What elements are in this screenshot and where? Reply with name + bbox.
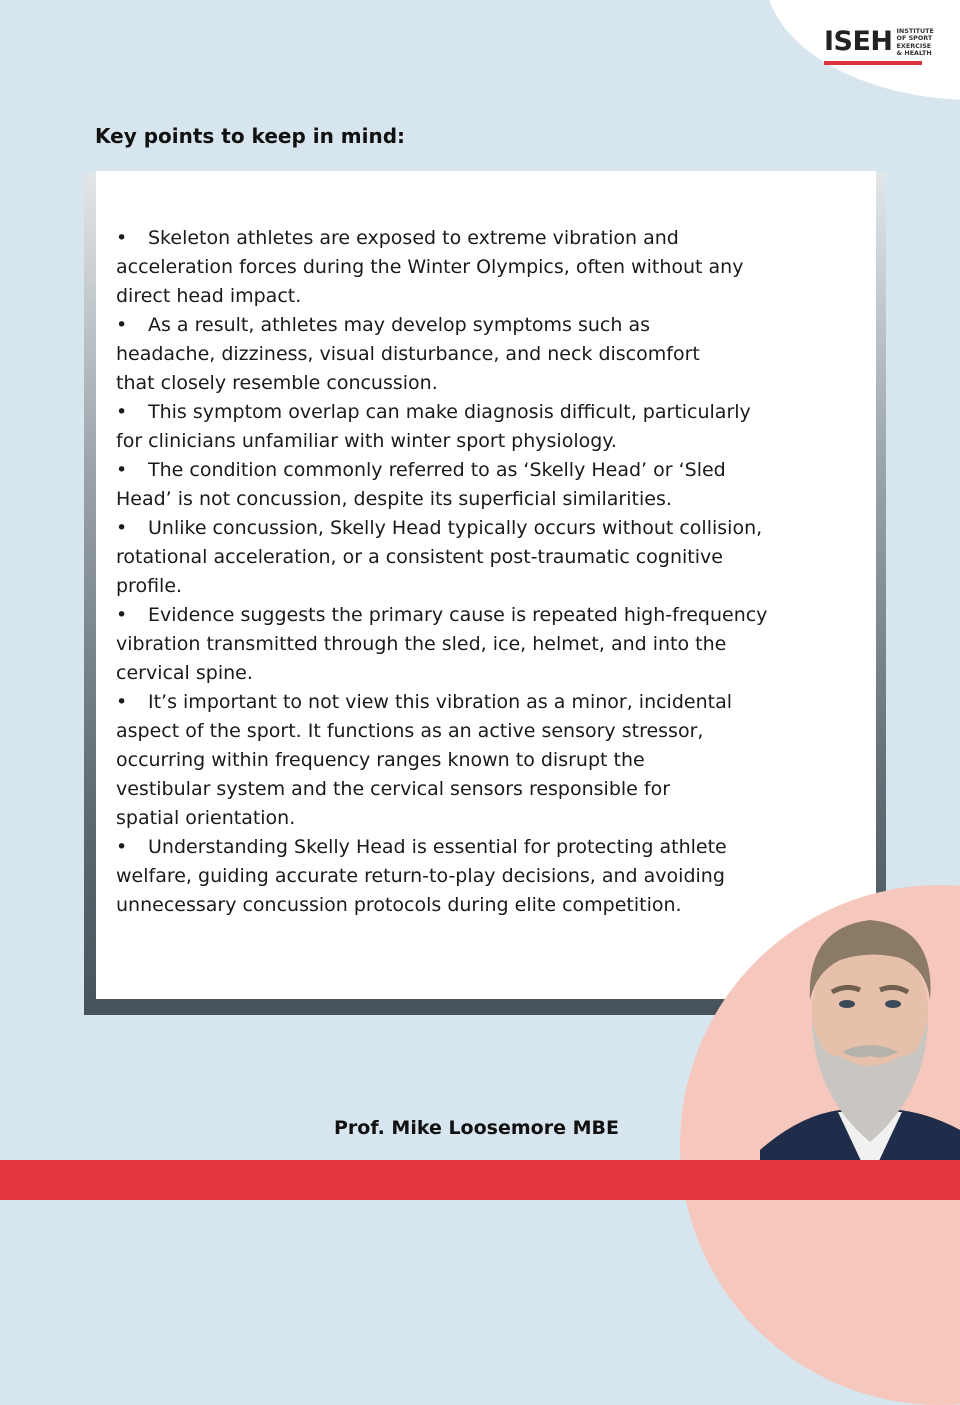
key-point-line [116,572,868,601]
key-point-text: headache, dizziness, visual disturbance, and neck discomfort [116,343,700,365]
key-point-line [116,746,868,775]
key-point-line [116,601,868,630]
key-point-text: The condition commonly referred to as ‘Skelly Head’ or ‘Sled [148,459,726,481]
key-point-text: vibration transmitted through the sled, ice, helmet, and into the [116,633,727,655]
key-point-item [116,688,868,833]
key-point-line [116,340,868,369]
key-point-text: direct head impact. [116,285,302,307]
key-point-item [116,514,868,601]
key-point-line [116,224,868,253]
key-point-line [116,688,868,717]
key-point-item [116,398,868,456]
key-point-line [116,253,868,282]
key-point-line [116,427,868,456]
key-point-text: profile. [116,575,183,597]
key-point-text: occurring within frequency ranges known to disrupt the [116,749,645,771]
key-point-line [116,282,868,311]
key-point-text: It’s important to not view this vibration as a minor, incidental [148,691,732,713]
key-point-line [116,398,868,427]
key-point-line [116,514,868,543]
key-points-list [116,224,868,920]
key-point-item [116,601,868,688]
key-point-line [116,891,868,920]
key-point-text: Head’ is not concussion, despite its superficial similarities. [116,488,672,510]
bullet-marker: • [116,459,128,481]
footer-bar [0,1160,960,1200]
key-point-line [116,833,868,862]
bullet-marker: • [116,604,128,626]
key-point-line [116,630,868,659]
bullet-marker: • [116,401,128,423]
key-point-text: cervical spine. [116,662,253,684]
key-point-text: This symptom overlap can make diagnosis difficult, particularly [148,401,751,423]
bullet-marker: • [116,314,128,336]
key-point-item [116,456,868,514]
key-point-item [116,833,868,920]
key-point-text: spatial orientation. [116,807,296,829]
key-point-line [116,485,868,514]
key-point-text: for clinicians unfamiliar with winter sport physiology. [116,430,617,452]
key-point-line [116,311,868,340]
key-point-text: Evidence suggests the primary cause is repeated high-frequency [148,604,768,626]
key-point-text: As a result, athletes may develop symptoms such as [148,314,650,336]
key-point-text: rotational acceleration, or a consistent post-traumatic cognitive [116,546,723,568]
key-point-item [116,224,868,311]
key-point-text: Skeleton athletes are exposed to extreme vibration and [148,227,679,249]
logo-subtitle-line: & HEALTH [896,49,932,58]
key-point-line [116,804,868,833]
key-point-line [116,659,868,688]
author-portrait [760,880,960,1200]
key-point-line [116,862,868,891]
key-point-text: that closely resemble concussion. [116,372,438,394]
key-point-text: Unlike concussion, Skelly Head typically occurs without collision, [148,517,763,539]
logo-subtitle-line: INSTITUTE [896,27,934,35]
key-point-line [116,369,868,398]
logo-subtitle [897,28,935,58]
key-point-text: acceleration forces during the Winter Olympics, often without any [116,256,744,278]
key-point-text: aspect of the sport. It functions as an active sensory stressor, [116,720,704,742]
bullet-marker: • [116,227,128,249]
key-point-text: vestibular system and the cervical sensors responsible for [116,778,671,800]
key-point-line [116,456,868,485]
logo-mark: ISEH [824,26,893,57]
bullet-marker: • [116,691,128,713]
key-point-item [116,311,868,398]
key-point-line [116,543,868,572]
key-point-text: Understanding Skelly Head is essential for protecting athlete [148,836,727,858]
key-point-line [116,775,868,804]
bullet-marker: • [116,517,128,539]
logo-subtitle-line: EXERCISE [896,41,932,50]
bullet-marker: • [116,836,128,858]
logo-underline [824,61,922,65]
key-point-text: unnecessary concussion protocols during elite competition. [116,894,682,916]
page-heading: Key points to keep in mind: [95,124,406,148]
logo-subtitle-line: OF SPORT [896,34,933,43]
iseh-logo [824,26,935,66]
key-point-text: welfare, guiding accurate return-to-play decisions, and avoiding [116,865,725,887]
key-point-line [116,717,868,746]
author-name: Prof. Mike Loosemore MBE [334,1117,619,1139]
